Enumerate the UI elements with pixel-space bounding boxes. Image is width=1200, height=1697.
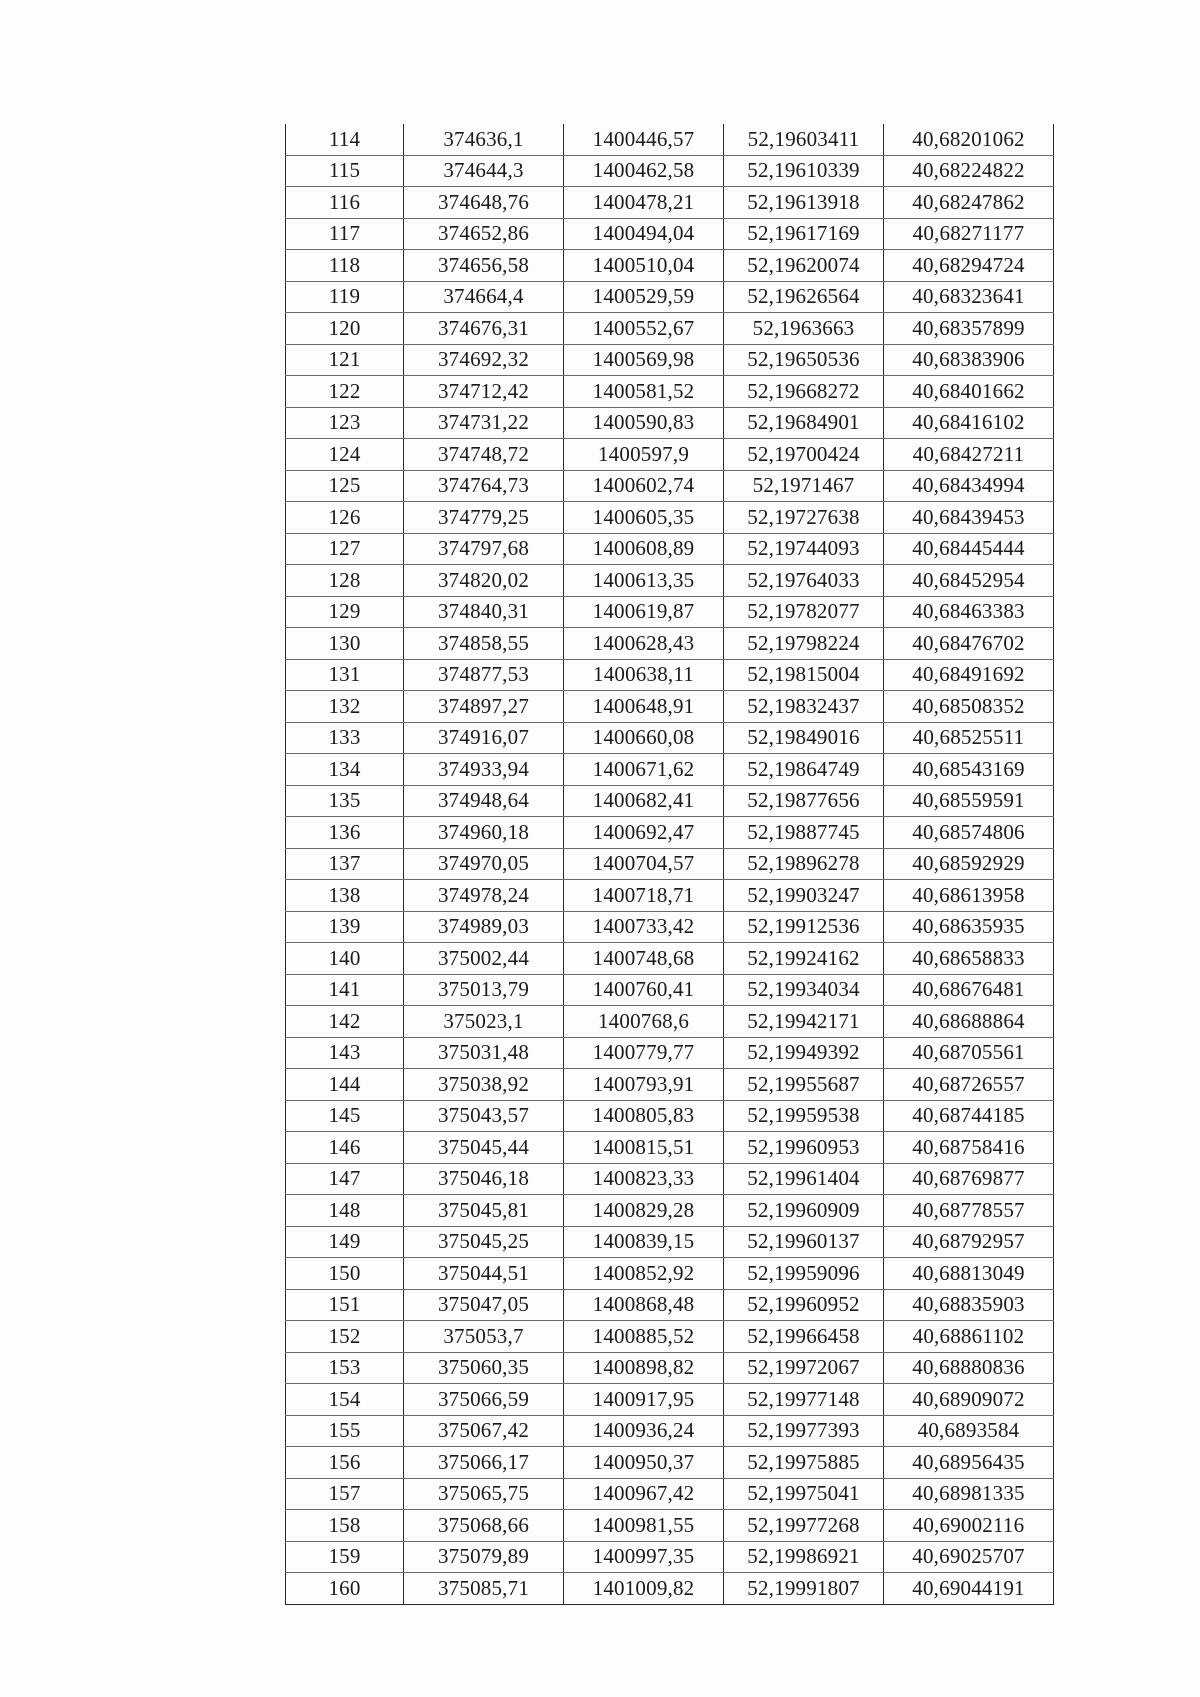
latitude-cell: 52,19903247: [724, 880, 884, 912]
y-coordinate-cell: 1400917,95: [564, 1384, 724, 1416]
coordinates-table-body: [286, 124, 1054, 1604]
table-row: [286, 344, 1054, 376]
longitude-cell: 40,68476702: [884, 628, 1054, 660]
y-coordinate-cell: 1400602,74: [564, 470, 724, 502]
y-coordinate-cell: 1400619,87: [564, 596, 724, 628]
longitude-cell: 40,68909072: [884, 1384, 1054, 1416]
latitude-cell: 52,19744093: [724, 533, 884, 565]
point-number-cell: 148: [286, 1195, 404, 1227]
table-row: [286, 722, 1054, 754]
point-number-cell: 159: [286, 1541, 404, 1573]
longitude-cell: 40,6893584: [884, 1415, 1054, 1447]
point-number-cell: 114: [286, 124, 404, 155]
table-row: [286, 1478, 1054, 1510]
latitude-cell: 52,19798224: [724, 628, 884, 660]
point-number-cell: 120: [286, 313, 404, 345]
latitude-cell: 52,19700424: [724, 439, 884, 471]
table-row: [286, 376, 1054, 408]
x-coordinate-cell: 375013,79: [404, 974, 564, 1006]
longitude-cell: 40,68778557: [884, 1195, 1054, 1227]
point-number-cell: 136: [286, 817, 404, 849]
table-row: [286, 1163, 1054, 1195]
point-number-cell: 150: [286, 1258, 404, 1290]
y-coordinate-cell: 1400981,55: [564, 1510, 724, 1542]
x-coordinate-cell: 375085,71: [404, 1573, 564, 1605]
y-coordinate-cell: 1400815,51: [564, 1132, 724, 1164]
latitude-cell: 52,19603411: [724, 124, 884, 155]
table-row: [286, 155, 1054, 187]
point-number-cell: 147: [286, 1163, 404, 1195]
y-coordinate-cell: 1400597,9: [564, 439, 724, 471]
longitude-cell: 40,68427211: [884, 439, 1054, 471]
longitude-cell: 40,68744185: [884, 1100, 1054, 1132]
x-coordinate-cell: 374731,22: [404, 407, 564, 439]
longitude-cell: 40,69044191: [884, 1573, 1054, 1605]
table-row: [286, 1321, 1054, 1353]
y-coordinate-cell: 1400760,41: [564, 974, 724, 1006]
point-number-cell: 123: [286, 407, 404, 439]
point-number-cell: 141: [286, 974, 404, 1006]
latitude-cell: 52,19684901: [724, 407, 884, 439]
point-number-cell: 133: [286, 722, 404, 754]
longitude-cell: 40,68323641: [884, 281, 1054, 313]
table-row: [286, 911, 1054, 943]
point-number-cell: 122: [286, 376, 404, 408]
x-coordinate-cell: 375046,18: [404, 1163, 564, 1195]
table-row: [286, 470, 1054, 502]
table-row: [286, 218, 1054, 250]
longitude-cell: 40,68543169: [884, 754, 1054, 786]
table-row: [286, 565, 1054, 597]
latitude-cell: 52,19727638: [724, 502, 884, 534]
x-coordinate-cell: 374877,53: [404, 659, 564, 691]
latitude-cell: 52,19960953: [724, 1132, 884, 1164]
longitude-cell: 40,68201062: [884, 124, 1054, 155]
x-coordinate-cell: 375047,05: [404, 1289, 564, 1321]
x-coordinate-cell: 374636,1: [404, 124, 564, 155]
longitude-cell: 40,68439453: [884, 502, 1054, 534]
table-row: [286, 943, 1054, 975]
latitude-cell: 52,19986921: [724, 1541, 884, 1573]
x-coordinate-cell: 375066,17: [404, 1447, 564, 1479]
longitude-cell: 40,68792957: [884, 1226, 1054, 1258]
latitude-cell: 52,19815004: [724, 659, 884, 691]
longitude-cell: 40,68688864: [884, 1006, 1054, 1038]
longitude-cell: 40,68445444: [884, 533, 1054, 565]
x-coordinate-cell: 374692,32: [404, 344, 564, 376]
y-coordinate-cell: 1400510,04: [564, 250, 724, 282]
longitude-cell: 40,68726557: [884, 1069, 1054, 1101]
latitude-cell: 52,19942171: [724, 1006, 884, 1038]
point-number-cell: 155: [286, 1415, 404, 1447]
y-coordinate-cell: 1400839,15: [564, 1226, 724, 1258]
point-number-cell: 130: [286, 628, 404, 660]
x-coordinate-cell: 374970,05: [404, 848, 564, 880]
point-number-cell: 144: [286, 1069, 404, 1101]
longitude-cell: 40,68559591: [884, 785, 1054, 817]
x-coordinate-cell: 375002,44: [404, 943, 564, 975]
y-coordinate-cell: 1400692,47: [564, 817, 724, 849]
x-coordinate-cell: 374840,31: [404, 596, 564, 628]
longitude-cell: 40,68705561: [884, 1037, 1054, 1069]
point-number-cell: 145: [286, 1100, 404, 1132]
longitude-cell: 40,68758416: [884, 1132, 1054, 1164]
x-coordinate-cell: 375067,42: [404, 1415, 564, 1447]
y-coordinate-cell: 1400898,82: [564, 1352, 724, 1384]
latitude-cell: 52,19887745: [724, 817, 884, 849]
longitude-cell: 40,68635935: [884, 911, 1054, 943]
y-coordinate-cell: 1400569,98: [564, 344, 724, 376]
latitude-cell: 52,19960137: [724, 1226, 884, 1258]
longitude-cell: 40,68383906: [884, 344, 1054, 376]
latitude-cell: 52,19864749: [724, 754, 884, 786]
y-coordinate-cell: 1400748,68: [564, 943, 724, 975]
point-number-cell: 134: [286, 754, 404, 786]
latitude-cell: 52,19955687: [724, 1069, 884, 1101]
table-row: [286, 439, 1054, 471]
y-coordinate-cell: 1400779,77: [564, 1037, 724, 1069]
point-number-cell: 121: [286, 344, 404, 376]
table-row: [286, 1037, 1054, 1069]
table-row: [286, 313, 1054, 345]
y-coordinate-cell: 1400628,43: [564, 628, 724, 660]
y-coordinate-cell: 1400638,11: [564, 659, 724, 691]
table-row: [286, 691, 1054, 723]
table-row: [286, 659, 1054, 691]
longitude-cell: 40,68880836: [884, 1352, 1054, 1384]
y-coordinate-cell: 1400936,24: [564, 1415, 724, 1447]
point-number-cell: 140: [286, 943, 404, 975]
latitude-cell: 52,19959096: [724, 1258, 884, 1290]
point-number-cell: 137: [286, 848, 404, 880]
point-number-cell: 149: [286, 1226, 404, 1258]
x-coordinate-cell: 375044,51: [404, 1258, 564, 1290]
y-coordinate-cell: 1400590,83: [564, 407, 724, 439]
x-coordinate-cell: 374989,03: [404, 911, 564, 943]
table-row: [286, 754, 1054, 786]
longitude-cell: 40,69025707: [884, 1541, 1054, 1573]
point-number-cell: 157: [286, 1478, 404, 1510]
longitude-cell: 40,68463383: [884, 596, 1054, 628]
point-number-cell: 135: [286, 785, 404, 817]
latitude-cell: 52,19991807: [724, 1573, 884, 1605]
latitude-cell: 52,19977148: [724, 1384, 884, 1416]
x-coordinate-cell: 374664,4: [404, 281, 564, 313]
latitude-cell: 52,19610339: [724, 155, 884, 187]
x-coordinate-cell: 374712,42: [404, 376, 564, 408]
y-coordinate-cell: 1401009,82: [564, 1573, 724, 1605]
latitude-cell: 52,19961404: [724, 1163, 884, 1195]
y-coordinate-cell: 1400529,59: [564, 281, 724, 313]
x-coordinate-cell: 375068,66: [404, 1510, 564, 1542]
y-coordinate-cell: 1400885,52: [564, 1321, 724, 1353]
latitude-cell: 52,19977268: [724, 1510, 884, 1542]
table-row: [286, 848, 1054, 880]
y-coordinate-cell: 1400446,57: [564, 124, 724, 155]
latitude-cell: 52,19972067: [724, 1352, 884, 1384]
y-coordinate-cell: 1400608,89: [564, 533, 724, 565]
y-coordinate-cell: 1400967,42: [564, 1478, 724, 1510]
y-coordinate-cell: 1400718,71: [564, 880, 724, 912]
point-number-cell: 116: [286, 187, 404, 219]
point-number-cell: 119: [286, 281, 404, 313]
x-coordinate-cell: 375023,1: [404, 1006, 564, 1038]
x-coordinate-cell: 374764,73: [404, 470, 564, 502]
y-coordinate-cell: 1400462,58: [564, 155, 724, 187]
y-coordinate-cell: 1400829,28: [564, 1195, 724, 1227]
latitude-cell: 52,19896278: [724, 848, 884, 880]
longitude-cell: 40,68861102: [884, 1321, 1054, 1353]
point-number-cell: 153: [286, 1352, 404, 1384]
point-number-cell: 138: [286, 880, 404, 912]
y-coordinate-cell: 1400997,35: [564, 1541, 724, 1573]
point-number-cell: 156: [286, 1447, 404, 1479]
point-number-cell: 152: [286, 1321, 404, 1353]
table-row: [286, 1384, 1054, 1416]
longitude-cell: 40,68658833: [884, 943, 1054, 975]
longitude-cell: 40,68401662: [884, 376, 1054, 408]
table-row: [286, 1447, 1054, 1479]
x-coordinate-cell: 374858,55: [404, 628, 564, 660]
longitude-cell: 40,68769877: [884, 1163, 1054, 1195]
latitude-cell: 52,19613918: [724, 187, 884, 219]
latitude-cell: 52,19975041: [724, 1478, 884, 1510]
longitude-cell: 40,68981335: [884, 1478, 1054, 1510]
table-row: [286, 1195, 1054, 1227]
x-coordinate-cell: 374656,58: [404, 250, 564, 282]
longitude-cell: 40,68491692: [884, 659, 1054, 691]
y-coordinate-cell: 1400868,48: [564, 1289, 724, 1321]
y-coordinate-cell: 1400768,6: [564, 1006, 724, 1038]
point-number-cell: 127: [286, 533, 404, 565]
latitude-cell: 52,19626564: [724, 281, 884, 313]
table-row: [286, 1510, 1054, 1542]
table-row: [286, 817, 1054, 849]
x-coordinate-cell: 375045,81: [404, 1195, 564, 1227]
point-number-cell: 146: [286, 1132, 404, 1164]
table-row: [286, 533, 1054, 565]
longitude-cell: 40,68357899: [884, 313, 1054, 345]
x-coordinate-cell: 374960,18: [404, 817, 564, 849]
x-coordinate-cell: 374820,02: [404, 565, 564, 597]
latitude-cell: 52,19877656: [724, 785, 884, 817]
point-number-cell: 132: [286, 691, 404, 723]
table-row: [286, 187, 1054, 219]
table-row: [286, 502, 1054, 534]
latitude-cell: 52,19977393: [724, 1415, 884, 1447]
longitude-cell: 40,68508352: [884, 691, 1054, 723]
table-row: [286, 1415, 1054, 1447]
table-row: [286, 250, 1054, 282]
x-coordinate-cell: 374978,24: [404, 880, 564, 912]
table-row: [286, 1100, 1054, 1132]
latitude-cell: 52,19966458: [724, 1321, 884, 1353]
longitude-cell: 40,68592929: [884, 848, 1054, 880]
longitude-cell: 40,68956435: [884, 1447, 1054, 1479]
point-number-cell: 158: [286, 1510, 404, 1542]
point-number-cell: 117: [286, 218, 404, 250]
y-coordinate-cell: 1400494,04: [564, 218, 724, 250]
longitude-cell: 40,68613958: [884, 880, 1054, 912]
longitude-cell: 40,68247862: [884, 187, 1054, 219]
table-row: [286, 974, 1054, 1006]
y-coordinate-cell: 1400733,42: [564, 911, 724, 943]
coordinates-table: [285, 124, 1054, 1605]
table-row: [286, 407, 1054, 439]
longitude-cell: 40,68525511: [884, 722, 1054, 754]
x-coordinate-cell: 375045,44: [404, 1132, 564, 1164]
table-row: [286, 880, 1054, 912]
x-coordinate-cell: 375043,57: [404, 1100, 564, 1132]
longitude-cell: 40,68452954: [884, 565, 1054, 597]
latitude-cell: 52,19959538: [724, 1100, 884, 1132]
x-coordinate-cell: 374933,94: [404, 754, 564, 786]
x-coordinate-cell: 374779,25: [404, 502, 564, 534]
table-row: [286, 1069, 1054, 1101]
point-number-cell: 142: [286, 1006, 404, 1038]
latitude-cell: 52,1963663: [724, 313, 884, 345]
y-coordinate-cell: 1400660,08: [564, 722, 724, 754]
x-coordinate-cell: 375053,7: [404, 1321, 564, 1353]
x-coordinate-cell: 375060,35: [404, 1352, 564, 1384]
x-coordinate-cell: 374897,27: [404, 691, 564, 723]
y-coordinate-cell: 1400605,35: [564, 502, 724, 534]
longitude-cell: 40,68416102: [884, 407, 1054, 439]
x-coordinate-cell: 375045,25: [404, 1226, 564, 1258]
x-coordinate-cell: 375031,48: [404, 1037, 564, 1069]
y-coordinate-cell: 1400950,37: [564, 1447, 724, 1479]
longitude-cell: 40,68676481: [884, 974, 1054, 1006]
table-row: [286, 1132, 1054, 1164]
latitude-cell: 52,19912536: [724, 911, 884, 943]
longitude-cell: 40,68224822: [884, 155, 1054, 187]
y-coordinate-cell: 1400478,21: [564, 187, 724, 219]
point-number-cell: 129: [286, 596, 404, 628]
y-coordinate-cell: 1400671,62: [564, 754, 724, 786]
table-row: [286, 596, 1054, 628]
longitude-cell: 40,68434994: [884, 470, 1054, 502]
latitude-cell: 52,19975885: [724, 1447, 884, 1479]
table-row: [286, 628, 1054, 660]
y-coordinate-cell: 1400823,33: [564, 1163, 724, 1195]
latitude-cell: 52,19650536: [724, 344, 884, 376]
x-coordinate-cell: 374644,3: [404, 155, 564, 187]
point-number-cell: 125: [286, 470, 404, 502]
latitude-cell: 52,19924162: [724, 943, 884, 975]
longitude-cell: 40,68271177: [884, 218, 1054, 250]
y-coordinate-cell: 1400805,83: [564, 1100, 724, 1132]
y-coordinate-cell: 1400852,92: [564, 1258, 724, 1290]
y-coordinate-cell: 1400613,35: [564, 565, 724, 597]
point-number-cell: 160: [286, 1573, 404, 1605]
point-number-cell: 143: [286, 1037, 404, 1069]
x-coordinate-cell: 374916,07: [404, 722, 564, 754]
latitude-cell: 52,1971467: [724, 470, 884, 502]
latitude-cell: 52,19832437: [724, 691, 884, 723]
x-coordinate-cell: 374676,31: [404, 313, 564, 345]
longitude-cell: 40,68835903: [884, 1289, 1054, 1321]
longitude-cell: 40,68574806: [884, 817, 1054, 849]
table-row: [286, 1573, 1054, 1605]
x-coordinate-cell: 374948,64: [404, 785, 564, 817]
point-number-cell: 154: [286, 1384, 404, 1416]
table-row: [286, 1352, 1054, 1384]
table-row: [286, 1006, 1054, 1038]
longitude-cell: 40,68813049: [884, 1258, 1054, 1290]
point-number-cell: 128: [286, 565, 404, 597]
x-coordinate-cell: 374652,86: [404, 218, 564, 250]
y-coordinate-cell: 1400704,57: [564, 848, 724, 880]
latitude-cell: 52,19617169: [724, 218, 884, 250]
x-coordinate-cell: 375038,92: [404, 1069, 564, 1101]
latitude-cell: 52,19960952: [724, 1289, 884, 1321]
x-coordinate-cell: 375065,75: [404, 1478, 564, 1510]
longitude-cell: 40,69002116: [884, 1510, 1054, 1542]
point-number-cell: 131: [286, 659, 404, 691]
latitude-cell: 52,19849016: [724, 722, 884, 754]
table-row: [286, 124, 1054, 155]
table-row: [286, 1226, 1054, 1258]
latitude-cell: 52,19620074: [724, 250, 884, 282]
table-row: [286, 281, 1054, 313]
table-row: [286, 1258, 1054, 1290]
point-number-cell: 124: [286, 439, 404, 471]
point-number-cell: 126: [286, 502, 404, 534]
latitude-cell: 52,19934034: [724, 974, 884, 1006]
point-number-cell: 139: [286, 911, 404, 943]
point-number-cell: 115: [286, 155, 404, 187]
point-number-cell: 151: [286, 1289, 404, 1321]
table-row: [286, 1541, 1054, 1573]
y-coordinate-cell: 1400648,91: [564, 691, 724, 723]
x-coordinate-cell: 374748,72: [404, 439, 564, 471]
x-coordinate-cell: 374797,68: [404, 533, 564, 565]
y-coordinate-cell: 1400793,91: [564, 1069, 724, 1101]
latitude-cell: 52,19668272: [724, 376, 884, 408]
latitude-cell: 52,19764033: [724, 565, 884, 597]
table-row: [286, 785, 1054, 817]
longitude-cell: 40,68294724: [884, 250, 1054, 282]
x-coordinate-cell: 375079,89: [404, 1541, 564, 1573]
y-coordinate-cell: 1400682,41: [564, 785, 724, 817]
latitude-cell: 52,19960909: [724, 1195, 884, 1227]
x-coordinate-cell: 374648,76: [404, 187, 564, 219]
table-row: [286, 1289, 1054, 1321]
y-coordinate-cell: 1400581,52: [564, 376, 724, 408]
x-coordinate-cell: 375066,59: [404, 1384, 564, 1416]
y-coordinate-cell: 1400552,67: [564, 313, 724, 345]
latitude-cell: 52,19949392: [724, 1037, 884, 1069]
point-number-cell: 118: [286, 250, 404, 282]
latitude-cell: 52,19782077: [724, 596, 884, 628]
